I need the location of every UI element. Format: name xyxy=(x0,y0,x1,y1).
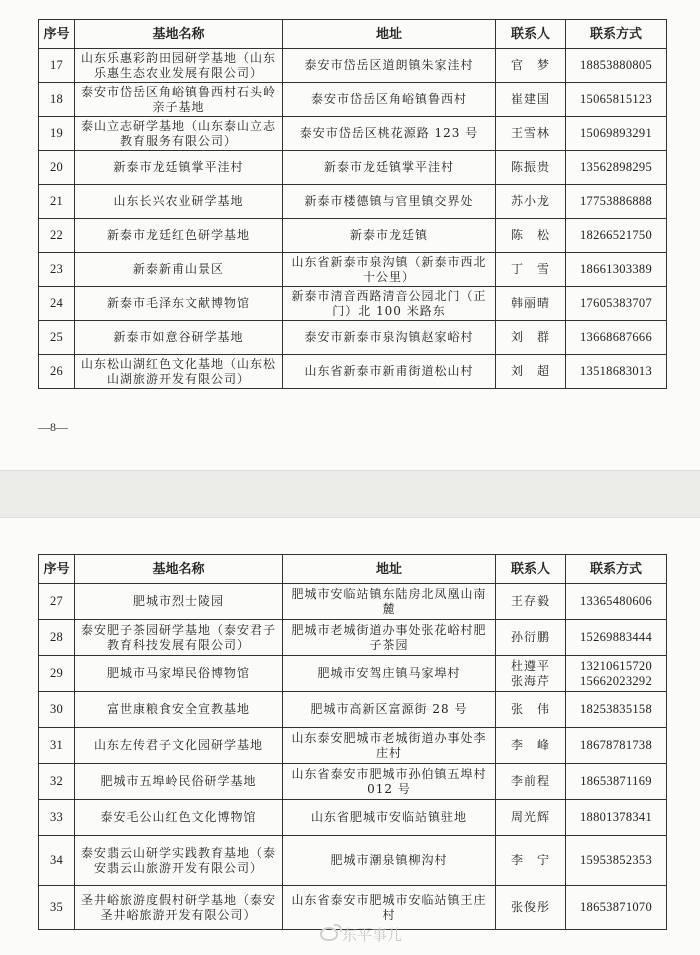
header-contact: 联系人 xyxy=(496,555,566,584)
table-row xyxy=(39,800,667,836)
row-index: 17 xyxy=(39,49,75,83)
header-address: 地址 xyxy=(283,20,496,49)
base-name: 泰安肥子茶园研学基地（泰安君子教育科技发展有限公司） xyxy=(75,620,283,656)
base-name: 新泰市龙廷红色研学基地 xyxy=(75,219,283,253)
table-row xyxy=(39,355,667,389)
table-header-row xyxy=(39,555,667,584)
phone-number: 18653871169 xyxy=(566,764,667,800)
table-row xyxy=(39,117,667,151)
watermark-text: 东平事儿 xyxy=(342,925,403,944)
contact-person: 官 梦 xyxy=(496,49,566,83)
table-row xyxy=(39,692,667,728)
phone-number: 17753886888 xyxy=(566,185,667,219)
watermark xyxy=(320,923,430,945)
phone-number: 17605383707 xyxy=(566,287,667,321)
contact-person: 杜遵平 张海芹 xyxy=(496,656,566,692)
address: 泰安市岱岳区角峪镇鲁西村 xyxy=(283,83,496,117)
contact-person: 孙衍鹏 xyxy=(496,620,566,656)
row-index: 21 xyxy=(39,185,75,219)
phone-number: 18853880805 xyxy=(566,49,667,83)
address: 肥城市安驾庄镇马家埠村 xyxy=(283,656,496,692)
contact-person: 李 宁 xyxy=(496,836,566,886)
row-index: 28 xyxy=(39,620,75,656)
contact-person: 周光辉 xyxy=(496,800,566,836)
table-row xyxy=(39,253,667,287)
base-name: 新泰市龙廷镇掌平洼村 xyxy=(75,151,283,185)
address: 泰安市岱岳区桃花源路 123 号 xyxy=(283,117,496,151)
address: 山东泰安肥城市老城街道办事处李庄村 xyxy=(283,728,496,764)
address: 新泰市龙廷镇掌平洼村 xyxy=(283,151,496,185)
table-row xyxy=(39,836,667,886)
row-index: 26 xyxy=(39,355,75,389)
table-row xyxy=(39,584,667,620)
row-index: 27 xyxy=(39,584,75,620)
contact-person: 刘 超 xyxy=(496,355,566,389)
base-name: 肥城市烈士陵园 xyxy=(75,584,283,620)
phone-number: 15069893291 xyxy=(566,117,667,151)
phone-number: 18653871070 xyxy=(566,886,667,930)
weibo-icon xyxy=(320,927,338,941)
row-index: 31 xyxy=(39,728,75,764)
row-index: 22 xyxy=(39,219,75,253)
address: 山东省新泰市新甫街道松山村 xyxy=(283,355,496,389)
header-index: 序号 xyxy=(39,555,75,584)
base-name: 肥城市马家埠民俗博物馆 xyxy=(75,656,283,692)
base-name: 泰安翡云山研学实践教育基地（泰安翡云山旅游开发有限公司） xyxy=(75,836,283,886)
row-index: 33 xyxy=(39,800,75,836)
base-table-2 xyxy=(38,554,667,930)
address: 山东省新泰市泉沟镇（新泰市西北十公里） xyxy=(283,253,496,287)
header-base-name: 基地名称 xyxy=(75,555,283,584)
phone-number: 13365480606 xyxy=(566,584,667,620)
address: 新泰市楼德镇与官里镇交界处 xyxy=(283,185,496,219)
contact-person: 王存毅 xyxy=(496,584,566,620)
table-row xyxy=(39,728,667,764)
phone-number: 13668687666 xyxy=(566,321,667,355)
row-index: 20 xyxy=(39,151,75,185)
address: 泰安市新泰市泉沟镇赵家峪村 xyxy=(283,321,496,355)
base-name: 山东乐惠彩韵田园研学基地（山东乐惠生态农业发展有限公司） xyxy=(75,49,283,83)
header-contact: 联系人 xyxy=(496,20,566,49)
contact-person: 苏小龙 xyxy=(496,185,566,219)
row-index: 35 xyxy=(39,886,75,930)
base-name: 新泰新甫山景区 xyxy=(75,253,283,287)
table-row xyxy=(39,185,667,219)
phone-number: 15953852353 xyxy=(566,836,667,886)
table-row xyxy=(39,151,667,185)
document-page-1 xyxy=(0,0,700,470)
table-header-row xyxy=(39,20,667,49)
contact-person: 李前程 xyxy=(496,764,566,800)
phone-number: 18678781738 xyxy=(566,728,667,764)
base-name: 新泰市毛泽东文献博物馆 xyxy=(75,287,283,321)
table-row xyxy=(39,321,667,355)
contact-person: 张 伟 xyxy=(496,692,566,728)
base-name: 山东左传君子文化园研学基地 xyxy=(75,728,283,764)
address: 山东省泰安市肥城市安临站镇王庄村 xyxy=(283,886,496,930)
base-name: 肥城市五埠岭民俗研学基地 xyxy=(75,764,283,800)
base-name: 山东松山湖红色文化基地（山东松山湖旅游开发有限公司） xyxy=(75,355,283,389)
table-row xyxy=(39,656,667,692)
header-address: 地址 xyxy=(283,555,496,584)
row-index: 25 xyxy=(39,321,75,355)
contact-person: 陈 松 xyxy=(496,219,566,253)
table-row xyxy=(39,620,667,656)
base-name: 山东长兴农业研学基地 xyxy=(75,185,283,219)
address: 新泰市龙廷镇 xyxy=(283,219,496,253)
header-index: 序号 xyxy=(39,20,75,49)
phone-number: 18266521750 xyxy=(566,219,667,253)
row-index: 34 xyxy=(39,836,75,886)
row-index: 32 xyxy=(39,764,75,800)
base-name: 泰安市岱岳区角峪镇鲁西村石头岭亲子基地 xyxy=(75,83,283,117)
contact-person: 李 峰 xyxy=(496,728,566,764)
phone-number: 13210615720 15662023292 xyxy=(566,656,667,692)
base-name: 泰山立志研学基地（山东泰山立志教育服务有限公司） xyxy=(75,117,283,151)
contact-person: 韩丽晴 xyxy=(496,287,566,321)
base-name: 富世康粮食安全宣教基地 xyxy=(75,692,283,728)
phone-number: 15269883444 xyxy=(566,620,667,656)
phone-number: 18801378341 xyxy=(566,800,667,836)
document-page-2 xyxy=(0,518,700,955)
page-number: —8— xyxy=(38,420,68,434)
base-name: 泰安毛公山红色文化博物馆 xyxy=(75,800,283,836)
address: 肥城市高新区富源街 28 号 xyxy=(283,692,496,728)
address: 山东省肥城市安临站镇驻地 xyxy=(283,800,496,836)
contact-person: 张俊彤 xyxy=(496,886,566,930)
row-index: 19 xyxy=(39,117,75,151)
header-base-name: 基地名称 xyxy=(75,20,283,49)
phone-number: 15065815123 xyxy=(566,83,667,117)
address: 新泰市清音西路清音公园北门（正门）北 100 米路东 xyxy=(283,287,496,321)
contact-person: 丁 雪 xyxy=(496,253,566,287)
header-phone: 联系方式 xyxy=(566,20,667,49)
table-row xyxy=(39,219,667,253)
phone-number: 18253835158 xyxy=(566,692,667,728)
base-name: 圣井峪旅游度假村研学基地（泰安圣井峪旅游开发有限公司） xyxy=(75,886,283,930)
row-index: 29 xyxy=(39,656,75,692)
phone-number: 13562898295 xyxy=(566,151,667,185)
contact-person: 陈振贵 xyxy=(496,151,566,185)
table-row xyxy=(39,764,667,800)
row-index: 18 xyxy=(39,83,75,117)
table-row xyxy=(39,83,667,117)
base-table-1 xyxy=(38,19,667,389)
address: 泰安市岱岳区道朗镇朱家洼村 xyxy=(283,49,496,83)
row-index: 30 xyxy=(39,692,75,728)
phone-number: 13518683013 xyxy=(566,355,667,389)
address: 肥城市潮泉镇柳沟村 xyxy=(283,836,496,886)
address: 山东省泰安市肥城市孙伯镇五埠村 012 号 xyxy=(283,764,496,800)
phone-number: 18661303389 xyxy=(566,253,667,287)
contact-person: 王雪林 xyxy=(496,117,566,151)
page-separator xyxy=(0,470,700,518)
contact-person: 刘 群 xyxy=(496,321,566,355)
table-row xyxy=(39,287,667,321)
header-phone: 联系方式 xyxy=(566,555,667,584)
table-row xyxy=(39,49,667,83)
address: 肥城市老城街道办事处张花峪村肥子茶园 xyxy=(283,620,496,656)
base-name: 新泰市如意谷研学基地 xyxy=(75,321,283,355)
row-index: 24 xyxy=(39,287,75,321)
contact-person: 崔建国 xyxy=(496,83,566,117)
row-index: 23 xyxy=(39,253,75,287)
address: 肥城市安临站镇东陆房北凤凰山南麓 xyxy=(283,584,496,620)
